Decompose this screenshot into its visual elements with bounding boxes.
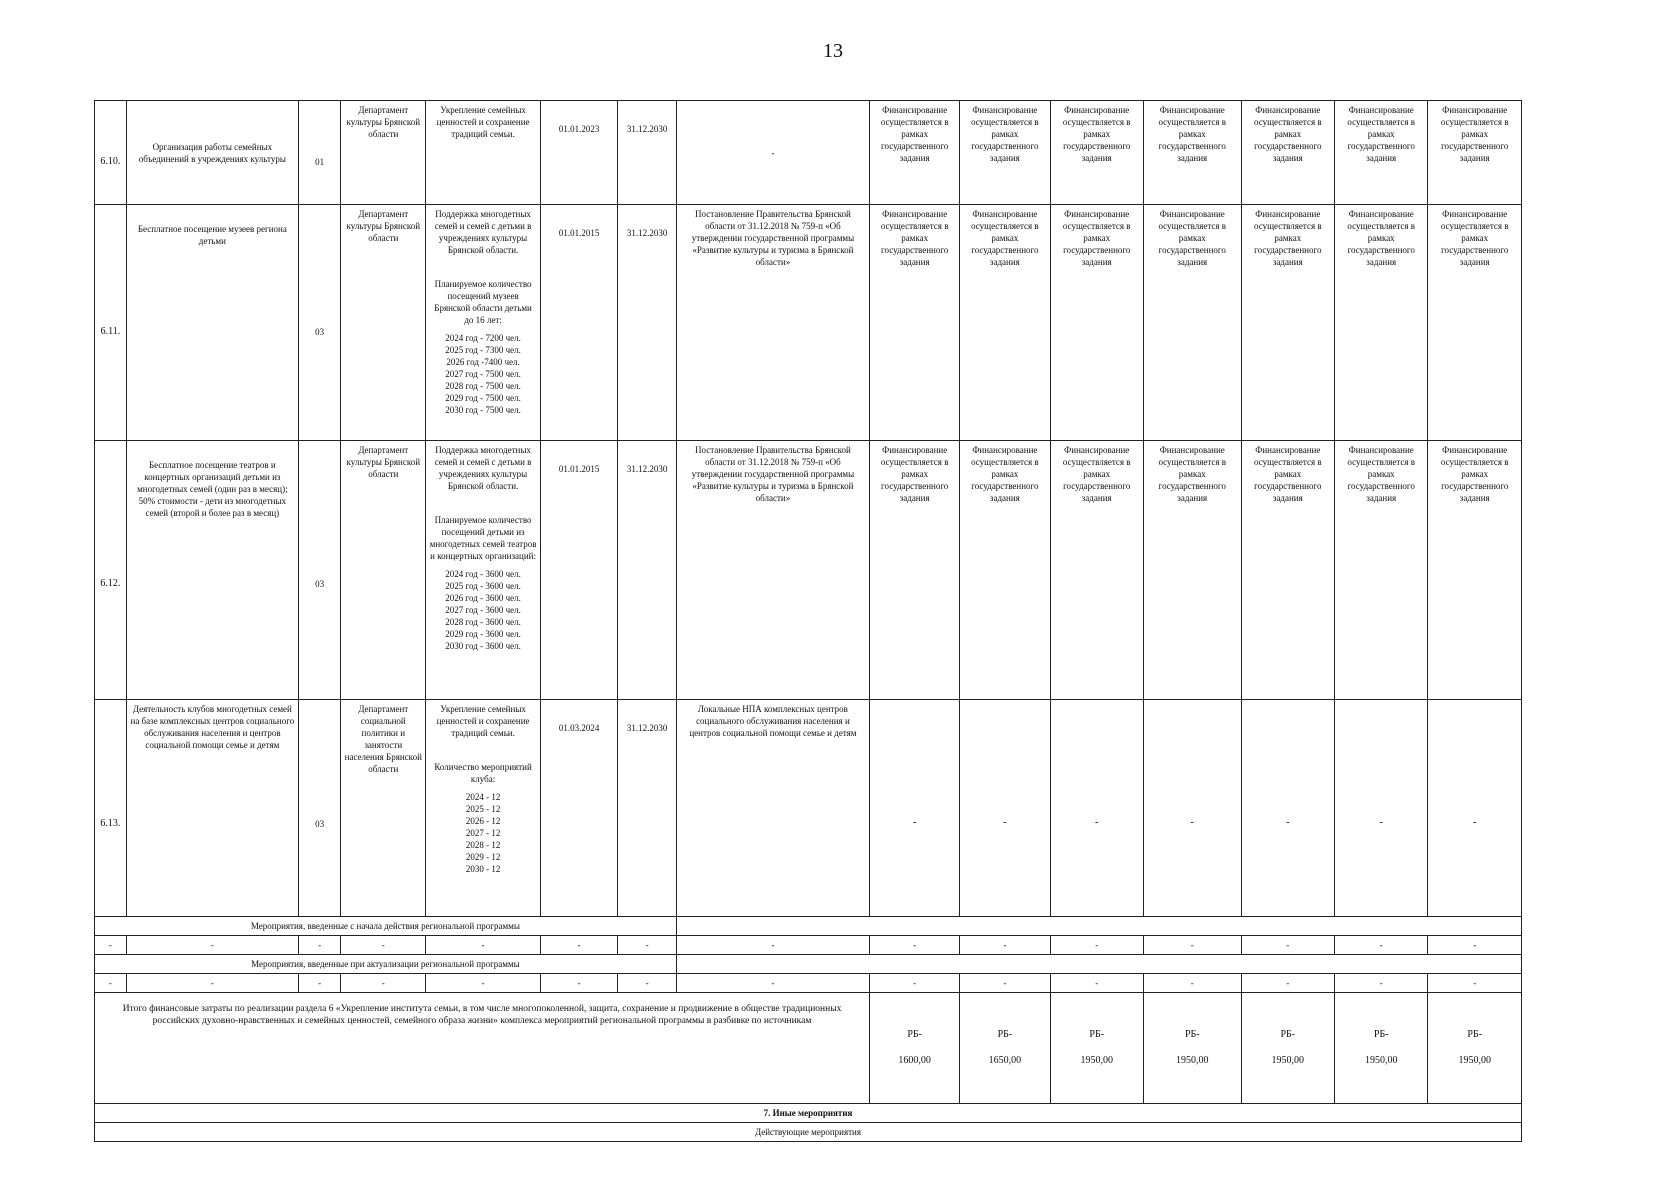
table-row [95, 700, 1522, 917]
funding-cell: Финансирование осуществляется в рамках государственного задания [1143, 205, 1241, 441]
empty-dash-cell: - [426, 936, 541, 955]
total-amount: 1600,00 [898, 1055, 931, 1066]
empty-dash-cell: - [341, 974, 426, 993]
total-amount: 1950,00 [1271, 1055, 1305, 1066]
funding-cell: - [1335, 700, 1428, 917]
empty-dash-cell: - [618, 936, 676, 955]
result-text: Укрепление семейных ценностей и сохранение традиций семьи. [436, 105, 530, 139]
empty-dash-cell: - [618, 974, 676, 993]
empty-dash-cell: - [540, 936, 618, 955]
year-value: 2025 год - 3600 чел. [445, 581, 521, 591]
start-date: 01.01.2015 [540, 441, 618, 700]
total-cell [1428, 993, 1522, 1104]
year-value: 2030 год - 3600 чел. [445, 641, 521, 651]
measures-table [94, 100, 1522, 1142]
empty-dash-cell: - [1143, 974, 1241, 993]
total-label: Итого финансовые затраты по реализации раздела 6 «Укрепление института семьи, в том числе многопоколенной, защита, сохранение и продвижение в обществе традиционных российских духовно-нравственных и семейных ценностей, семейного образа жизни» комплекса мероприятий региональной программы в разбивке по источникам [95, 993, 870, 1104]
empty-dash-cell: - [1241, 974, 1334, 993]
funding-cell: - [1428, 700, 1522, 917]
measure-code: 03 [298, 700, 340, 917]
empty-dash-cell: - [426, 974, 541, 993]
year-value: 2026 год - 3600 чел. [445, 593, 521, 603]
funding-cell: - [870, 700, 960, 917]
year-value: 2026 - 12 [465, 816, 501, 826]
year-value: 2029 - 12 [465, 852, 501, 862]
total-cell [960, 993, 1050, 1104]
legal-act: Постановление Правительства Брянской области от 31.12.2018 № 759-п «Об утверждении государственной программы «Развитие культуры и туризма в Брянской области» [676, 205, 869, 441]
funding-cell: Финансирование осуществляется в рамках государственного задания [870, 101, 960, 205]
measure-code: 03 [298, 205, 340, 441]
funding-cell: - [1143, 700, 1241, 917]
end-date: 31.12.2030 [618, 700, 676, 917]
funding-source: РБ- [1467, 1029, 1483, 1040]
executor: Департамент культуры Брянской области [341, 205, 426, 441]
start-date: 01.01.2015 [540, 205, 618, 441]
funding-cell: - [960, 700, 1050, 917]
section7-sub: Действующие мероприятия [95, 1123, 1522, 1142]
year-value: 2027 год - 7500 чел. [445, 369, 521, 379]
funding-cell: Финансирование осуществляется в рамках государственного задания [960, 101, 1050, 205]
empty-dash-cell: - [126, 936, 298, 955]
total-amount: 1950,00 [1458, 1055, 1491, 1066]
total-cell [1143, 993, 1241, 1104]
empty-dash-cell: - [95, 936, 127, 955]
funding-cell: Финансирование осуществляется в рамках государственного задания [870, 205, 960, 441]
year-value: 2030 год - 7500 чел. [445, 405, 521, 415]
measure-name: Бесплатное посещение театров и концертных организаций детьми из многодетных семей (один раз в месяц); 50% стоимости - дети из многодетных семей (второй и более раз в месяц) [126, 441, 298, 700]
funding-cell: Финансирование осуществляется в рамках государственного задания [1241, 441, 1334, 700]
table-row [95, 101, 1522, 205]
empty-dash-cell: - [676, 936, 869, 955]
year-value: 2025 - 12 [465, 804, 501, 814]
empty-dash-cell: - [676, 974, 869, 993]
end-date: 31.12.2030 [618, 441, 676, 700]
total-amount: 1650,00 [988, 1055, 1022, 1066]
funding-cell: Финансирование осуществляется в рамках государственного задания [1143, 441, 1241, 700]
empty-dash-cell: - [126, 974, 298, 993]
expected-result [426, 205, 541, 441]
funding-cell: Финансирование осуществляется в рамках государственного задания [1428, 441, 1522, 700]
year-value: 2030 - 12 [465, 864, 501, 874]
empty-dash-cell: - [1143, 936, 1241, 955]
year-value: 2024 - 12 [465, 792, 501, 802]
empty-dash-cell: - [1335, 936, 1428, 955]
result-indicator: Планируемое количество посещений музеев Брянской области детьми до 16 лет: [434, 279, 532, 325]
end-date: 31.12.2030 [618, 101, 676, 205]
year-value: 2026 год -7400 чел. [446, 357, 520, 367]
empty-dash-cell: - [341, 936, 426, 955]
total-amount: 1950,00 [1364, 1055, 1398, 1066]
page-number: 13 [823, 40, 843, 62]
year-value: 2028 год - 3600 чел. [445, 617, 521, 627]
year-value: 2024 год - 7200 чел. [445, 333, 521, 343]
result-text: Поддержка многодетных семей и семей с детьми в учреждениях культуры Брянской области. [434, 209, 532, 255]
empty-dash-cell: - [1050, 936, 1143, 955]
total-cell [1335, 993, 1428, 1104]
funding-cell: - [1050, 700, 1143, 917]
result-indicator: Планируемое количество посещений детьми из многодетных семей театров и концертных организаций: [429, 515, 537, 561]
measure-code: 03 [298, 441, 340, 700]
total-cell [1050, 993, 1143, 1104]
funding-cell: Финансирование осуществляется в рамках государственного задания [1335, 205, 1428, 441]
funding-source: РБ- [1184, 1029, 1200, 1040]
section7-title: 7. Иные мероприятия [95, 1104, 1522, 1123]
empty-dash-cell: - [960, 936, 1050, 955]
result-indicator: Количество мероприятий клуба: [434, 762, 532, 784]
measure-name: Организация работы семейных объединений в учреждениях культуры [126, 101, 298, 205]
row-number: 6.10. [95, 101, 127, 205]
result-text: Поддержка многодетных семей и семей с детьми в учреждениях культуры Брянской области. [434, 445, 532, 491]
row-number: 6.11. [95, 205, 127, 441]
expected-result [426, 101, 541, 205]
end-date: 31.12.2030 [618, 205, 676, 441]
start-date: 01.03.2024 [540, 700, 618, 917]
funding-cell: Финансирование осуществляется в рамках государственного задания [960, 205, 1050, 441]
empty-dash-cell: - [1050, 974, 1143, 993]
funding-cell: Финансирование осуществляется в рамках государственного задания [1335, 101, 1428, 205]
legal-act: Локальные НПА комплексных центров социального обслуживания населения и центров социальной помощи семье и детям [676, 700, 869, 917]
measure-code: 01 [298, 101, 340, 205]
empty-dash-cell: - [540, 974, 618, 993]
table-row [95, 441, 1522, 700]
section-since-start: Мероприятия, введенные с начала действия региональной программы [95, 917, 677, 936]
funding-cell: Финансирование осуществляется в рамках государственного задания [960, 441, 1050, 700]
funding-cell: Финансирование осуществляется в рамках государственного задания [1050, 205, 1143, 441]
funding-cell: Финансирование осуществляется в рамках государственного задания [1428, 205, 1522, 441]
year-value: 2024 год - 3600 чел. [445, 569, 521, 579]
expected-result [426, 700, 541, 917]
empty-dash-cell: - [95, 974, 127, 993]
year-value: 2028 - 12 [465, 840, 501, 850]
legal-act: - [676, 101, 869, 205]
empty-dash-cell: - [1428, 974, 1522, 993]
empty-dash-cell: - [1241, 936, 1334, 955]
row-number: 6.12. [95, 441, 127, 700]
year-value: 2027 год - 3600 чел. [445, 605, 521, 615]
year-value: 2028 год - 7500 чел. [445, 381, 521, 391]
funding-source: РБ- [997, 1029, 1013, 1040]
year-value: 2027 - 12 [465, 828, 501, 838]
funding-cell: - [1241, 700, 1334, 917]
funding-cell: Финансирование осуществляется в рамках государственного задания [1428, 101, 1522, 205]
funding-cell: Финансирование осуществляется в рамках государственного задания [1335, 441, 1428, 700]
total-amount: 1950,00 [1080, 1055, 1113, 1066]
total-amount: 1950,00 [1176, 1055, 1209, 1066]
result-text: Укрепление семейных ценностей и сохранение традиций семьи. [436, 704, 530, 738]
executor: Департамент социальной политики и занятости населения Брянской области [341, 700, 426, 917]
funding-cell: Финансирование осуществляется в рамках государственного задания [870, 441, 960, 700]
total-cell [870, 993, 960, 1104]
executor: Департамент культуры Брянской области [341, 441, 426, 700]
funding-cell: Финансирование осуществляется в рамках государственного задания [1241, 101, 1334, 205]
year-value: 2029 год - 7500 чел. [445, 393, 521, 403]
year-value: 2029 год - 3600 чел. [445, 629, 521, 639]
expected-result [426, 441, 541, 700]
legal-act: Постановление Правительства Брянской области от 31.12.2018 № 759-п «Об утверждении государственной программы «Развитие культуры и туризма в Брянской области» [676, 441, 869, 700]
empty-dash-cell: - [298, 974, 340, 993]
start-date: 01.01.2023 [540, 101, 618, 205]
funding-cell: Финансирование осуществляется в рамках государственного задания [1143, 101, 1241, 205]
empty-dash-cell: - [870, 974, 960, 993]
funding-cell: Финансирование осуществляется в рамках государственного задания [1050, 441, 1143, 700]
empty-dash-cell: - [1335, 974, 1428, 993]
funding-source: РБ- [1280, 1029, 1296, 1040]
table-row [95, 205, 1522, 441]
funding-source: РБ- [907, 1029, 922, 1040]
total-cell [1241, 993, 1334, 1104]
empty-dash-cell: - [870, 936, 960, 955]
funding-cell: Финансирование осуществляется в рамках государственного задания [1050, 101, 1143, 205]
funding-source: РБ- [1373, 1029, 1389, 1040]
section-updated: Мероприятия, введенные при актуализации региональной программы [95, 955, 677, 974]
year-value: 2025 год - 7300 чел. [445, 345, 521, 355]
row-number: 6.13. [95, 700, 127, 917]
executor: Департамент культуры Брянской области [341, 101, 426, 205]
measure-name: Деятельность клубов многодетных семей на базе комплексных центров социального обслуживания населения и центров социальной помощи семье и детям [126, 700, 298, 917]
empty-dash-cell: - [298, 936, 340, 955]
empty-dash-cell: - [1428, 936, 1522, 955]
funding-cell: Финансирование осуществляется в рамках государственного задания [1241, 205, 1334, 441]
funding-source: РБ- [1089, 1029, 1105, 1040]
measure-name: Бесплатное посещение музеев региона детьми [126, 205, 298, 441]
empty-dash-cell: - [960, 974, 1050, 993]
